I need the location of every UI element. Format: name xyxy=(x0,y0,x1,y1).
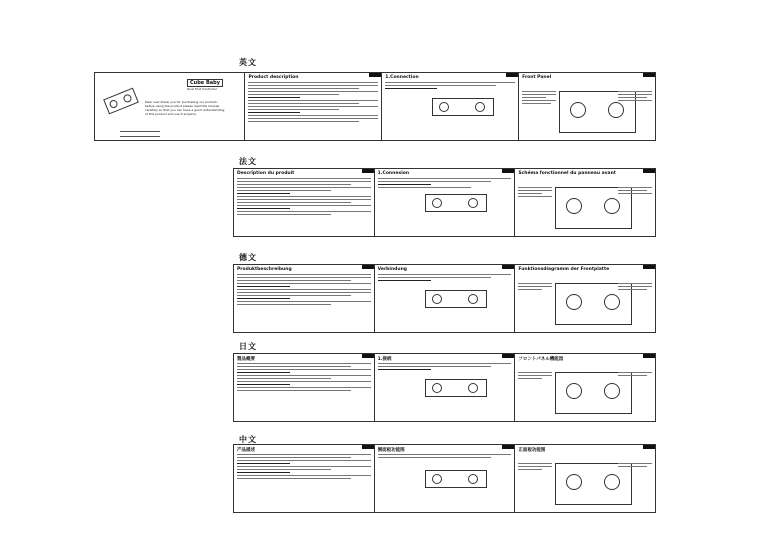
panel-title: フロントパネル機能図 xyxy=(518,357,564,362)
panel-title: 1.Connexion xyxy=(377,171,410,176)
section-label-japanese: 日文 xyxy=(239,342,257,351)
side-panel-diagram xyxy=(432,98,494,116)
front-panel xyxy=(515,265,655,332)
side-panel-diagram xyxy=(425,194,487,212)
section-label-french: 法文 xyxy=(239,157,257,166)
description-panel xyxy=(234,445,375,512)
description-panel xyxy=(245,73,382,140)
connection-panel xyxy=(375,169,516,236)
panel-title: Schéma fonctionnel du panneau avant xyxy=(518,171,616,176)
decorative-chain xyxy=(120,131,160,137)
side-panel-diagram xyxy=(425,470,487,488)
manual-row-chinese xyxy=(233,444,656,513)
front-panel xyxy=(519,73,655,140)
description-panel xyxy=(234,265,375,332)
description-panel xyxy=(234,169,375,236)
front-panel xyxy=(515,354,655,421)
side-panel-diagram xyxy=(425,290,487,308)
panel-title: Produktbeschreibung xyxy=(237,267,292,272)
product-subtitle: Dual Foot Controller xyxy=(187,87,218,91)
panel-title: 1.Connection xyxy=(385,75,419,80)
front-panel-diagram xyxy=(555,372,632,414)
connection-panel xyxy=(382,73,519,140)
side-panel-diagram xyxy=(425,379,487,397)
panel-title: Description du produit xyxy=(237,171,295,176)
panel-title: 1.接続 xyxy=(377,357,392,362)
front-panel-diagram xyxy=(555,463,632,505)
panel-title: Product description xyxy=(248,75,299,80)
brand-logo: Cube Baby xyxy=(187,79,223,87)
connection-panel xyxy=(375,354,516,421)
section-label-german: 德文 xyxy=(239,253,257,262)
section-label-english: 英文 xyxy=(239,58,257,67)
panel-title: Front Panel xyxy=(522,75,552,80)
panel-title: 产品描述 xyxy=(237,448,255,453)
pedal-illustration xyxy=(103,88,139,115)
section-label-chinese: 中文 xyxy=(239,435,257,444)
description-panel xyxy=(234,354,375,421)
manual-row-german xyxy=(233,264,656,333)
front-panel xyxy=(515,445,655,512)
connection-panel xyxy=(375,445,516,512)
connection-panel xyxy=(375,265,516,332)
cover-panel xyxy=(95,73,245,140)
panel-title: 侧面板功能图 xyxy=(377,448,405,453)
cover-intro-text: Dear user,thank you for purchasing our product. before using the product please read this manual carefully so that you can have a good understanding of this product and use it properly. xyxy=(145,100,225,116)
front-panel xyxy=(515,169,655,236)
panel-title: 製品概要 xyxy=(237,357,255,362)
panel-title: Funktionsdiagramm der Frontplatte xyxy=(518,267,610,272)
panel-title: Verbindung xyxy=(377,267,407,272)
manual-row-french xyxy=(233,168,656,237)
manual-row-english xyxy=(94,72,656,141)
manual-row-japanese xyxy=(233,353,656,422)
panel-title: 正面板功能图 xyxy=(518,448,546,453)
